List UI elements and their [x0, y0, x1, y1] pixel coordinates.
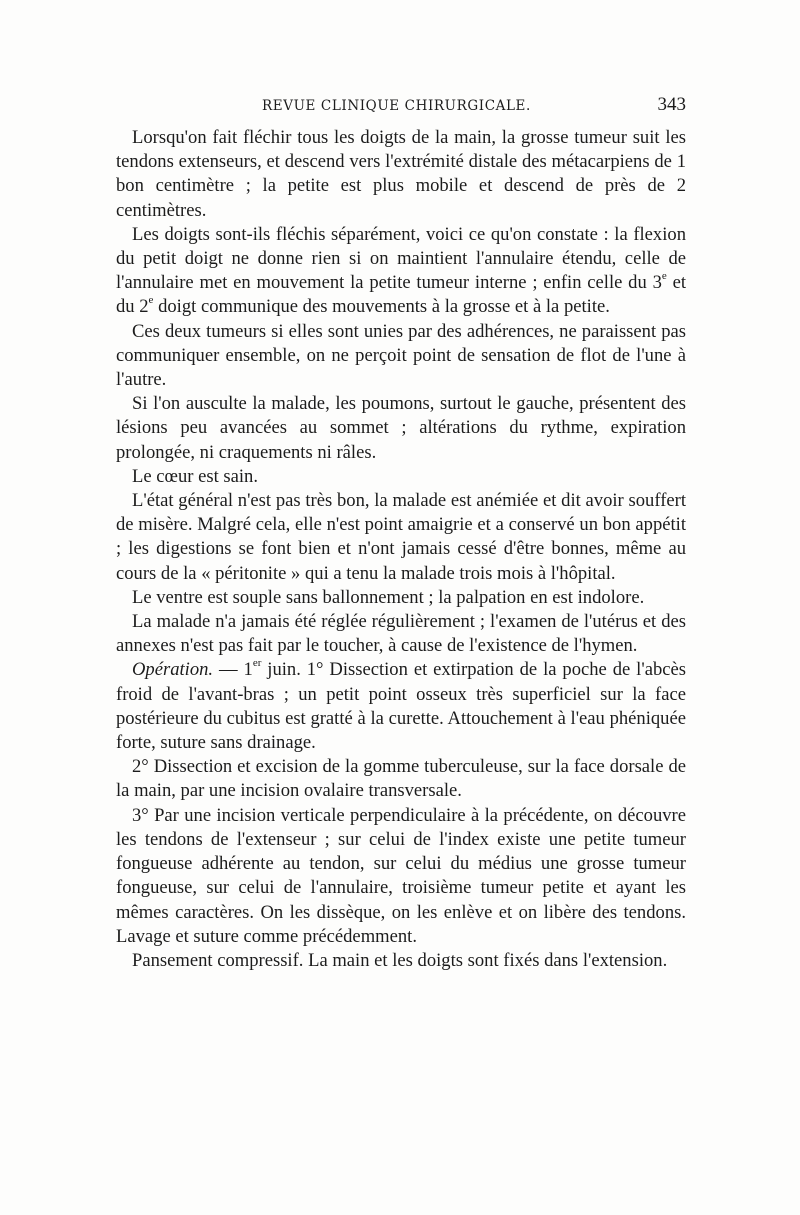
- page-number: 343: [657, 94, 686, 115]
- paragraph-9-text-a: — 1: [213, 659, 253, 681]
- paragraph-10: 2° Dissection et excision de la gomme tuberculeuse, sur la face dorsale de la main, par une incision ovalaire transversale.: [116, 756, 686, 802]
- paragraph-2-sup-b: e: [148, 294, 154, 307]
- body-text: [116, 126, 686, 973]
- paragraph-2-text-c: doigt communique des mouvements à la grosse et à la petite.: [153, 296, 610, 318]
- paragraph-2: [116, 223, 686, 320]
- paragraph-12: Pansement compressif. La main et les doigts sont fixés dans l'extension.: [132, 949, 668, 971]
- paragraph-2-sup-a: e: [661, 270, 667, 283]
- running-title: REVUE CLINIQUE CHIRURGICALE.: [262, 98, 531, 114]
- paragraph-9-text-b: juin. 1° Dissection et extirpation de la poche de l'abcès froid de l'avant-bras ; un petit point osseux très superficiel sur la face postérieure du cubitus est gratté à la curette. Attouchement à l'eau phéniquée forte, suture sans drainage.: [116, 659, 686, 754]
- paragraph-3: Ces deux tumeurs si elles sont unies par des adhérences, ne paraissent pas communiquer ensemble, on ne perçoit point de sensation de flot de l'une à l'autre.: [116, 320, 686, 391]
- paragraph-9: [116, 658, 686, 755]
- paragraph-9-sup: er: [252, 657, 262, 670]
- paragraph-2-text-b: et du 2: [116, 272, 687, 318]
- paragraph-7: Le ventre est souple sans ballonnement ; la palpation en est indolore.: [132, 586, 645, 608]
- paragraph-4: Si l'on ausculte la malade, les poumons, surtout le gauche, présentent des lésions peu avancées au sommet ; altérations du rythme, expiration prolongée, ni craquements ni râles.: [116, 393, 686, 463]
- paragraph-5: Le cœur est sain.: [132, 465, 258, 487]
- paragraph-8: La malade n'a jamais été réglée régulièrement ; l'examen de l'utérus et des annexes n'est pas fait par le toucher, à cause de l'existence de l'hymen.: [116, 611, 686, 657]
- operation-heading: Opération.: [132, 659, 214, 681]
- paragraph-1: Lorsqu'on fait fléchir tous les doigts de la main, la grosse tumeur suit les tendons extenseurs, et descend vers l'extrémité distale des métacarpiens de 1 bon centimètre ; la petite est plus mobile et descend de près de 2 centimètres.: [116, 127, 686, 221]
- running-head: [114, 94, 686, 120]
- paragraph-2-text-a: Les doigts sont-ils fléchis séparément, voici ce qu'on constate : la flexion du petit doigt ne donne rien si on maintient l'annulaire étendu, celle de l'annulaire met en mouvement la petite tumeur interne ; enfin celle du 3: [116, 223, 686, 294]
- paragraph-6: L'état général n'est pas très bon, la malade est anémiée et dit avoir souffert de misère. Malgré cela, elle n'est point amaigrie et a conservé un bon appétit ; les digestions se font bien et n'ont jamais cessé d'être bonnes, même au cours de la « péritonite » qui a tenu la malade trois mois à l'hôpital.: [116, 490, 686, 584]
- paragraph-11: 3° Par une incision verticale perpendiculaire à la précédente, on découvre les tendons de l'extenseur ; sur celui de l'index existe une petite tumeur fongueuse adhérente au tendon, sur celui du médius une grosse tumeur fongueuse, sur celui de l'annulaire, troisième tumeur petite et ayant les mêmes caractères. On les dissèque, on les enlève et on libère des tendons. Lavage et suture comme précédemment.: [116, 804, 686, 947]
